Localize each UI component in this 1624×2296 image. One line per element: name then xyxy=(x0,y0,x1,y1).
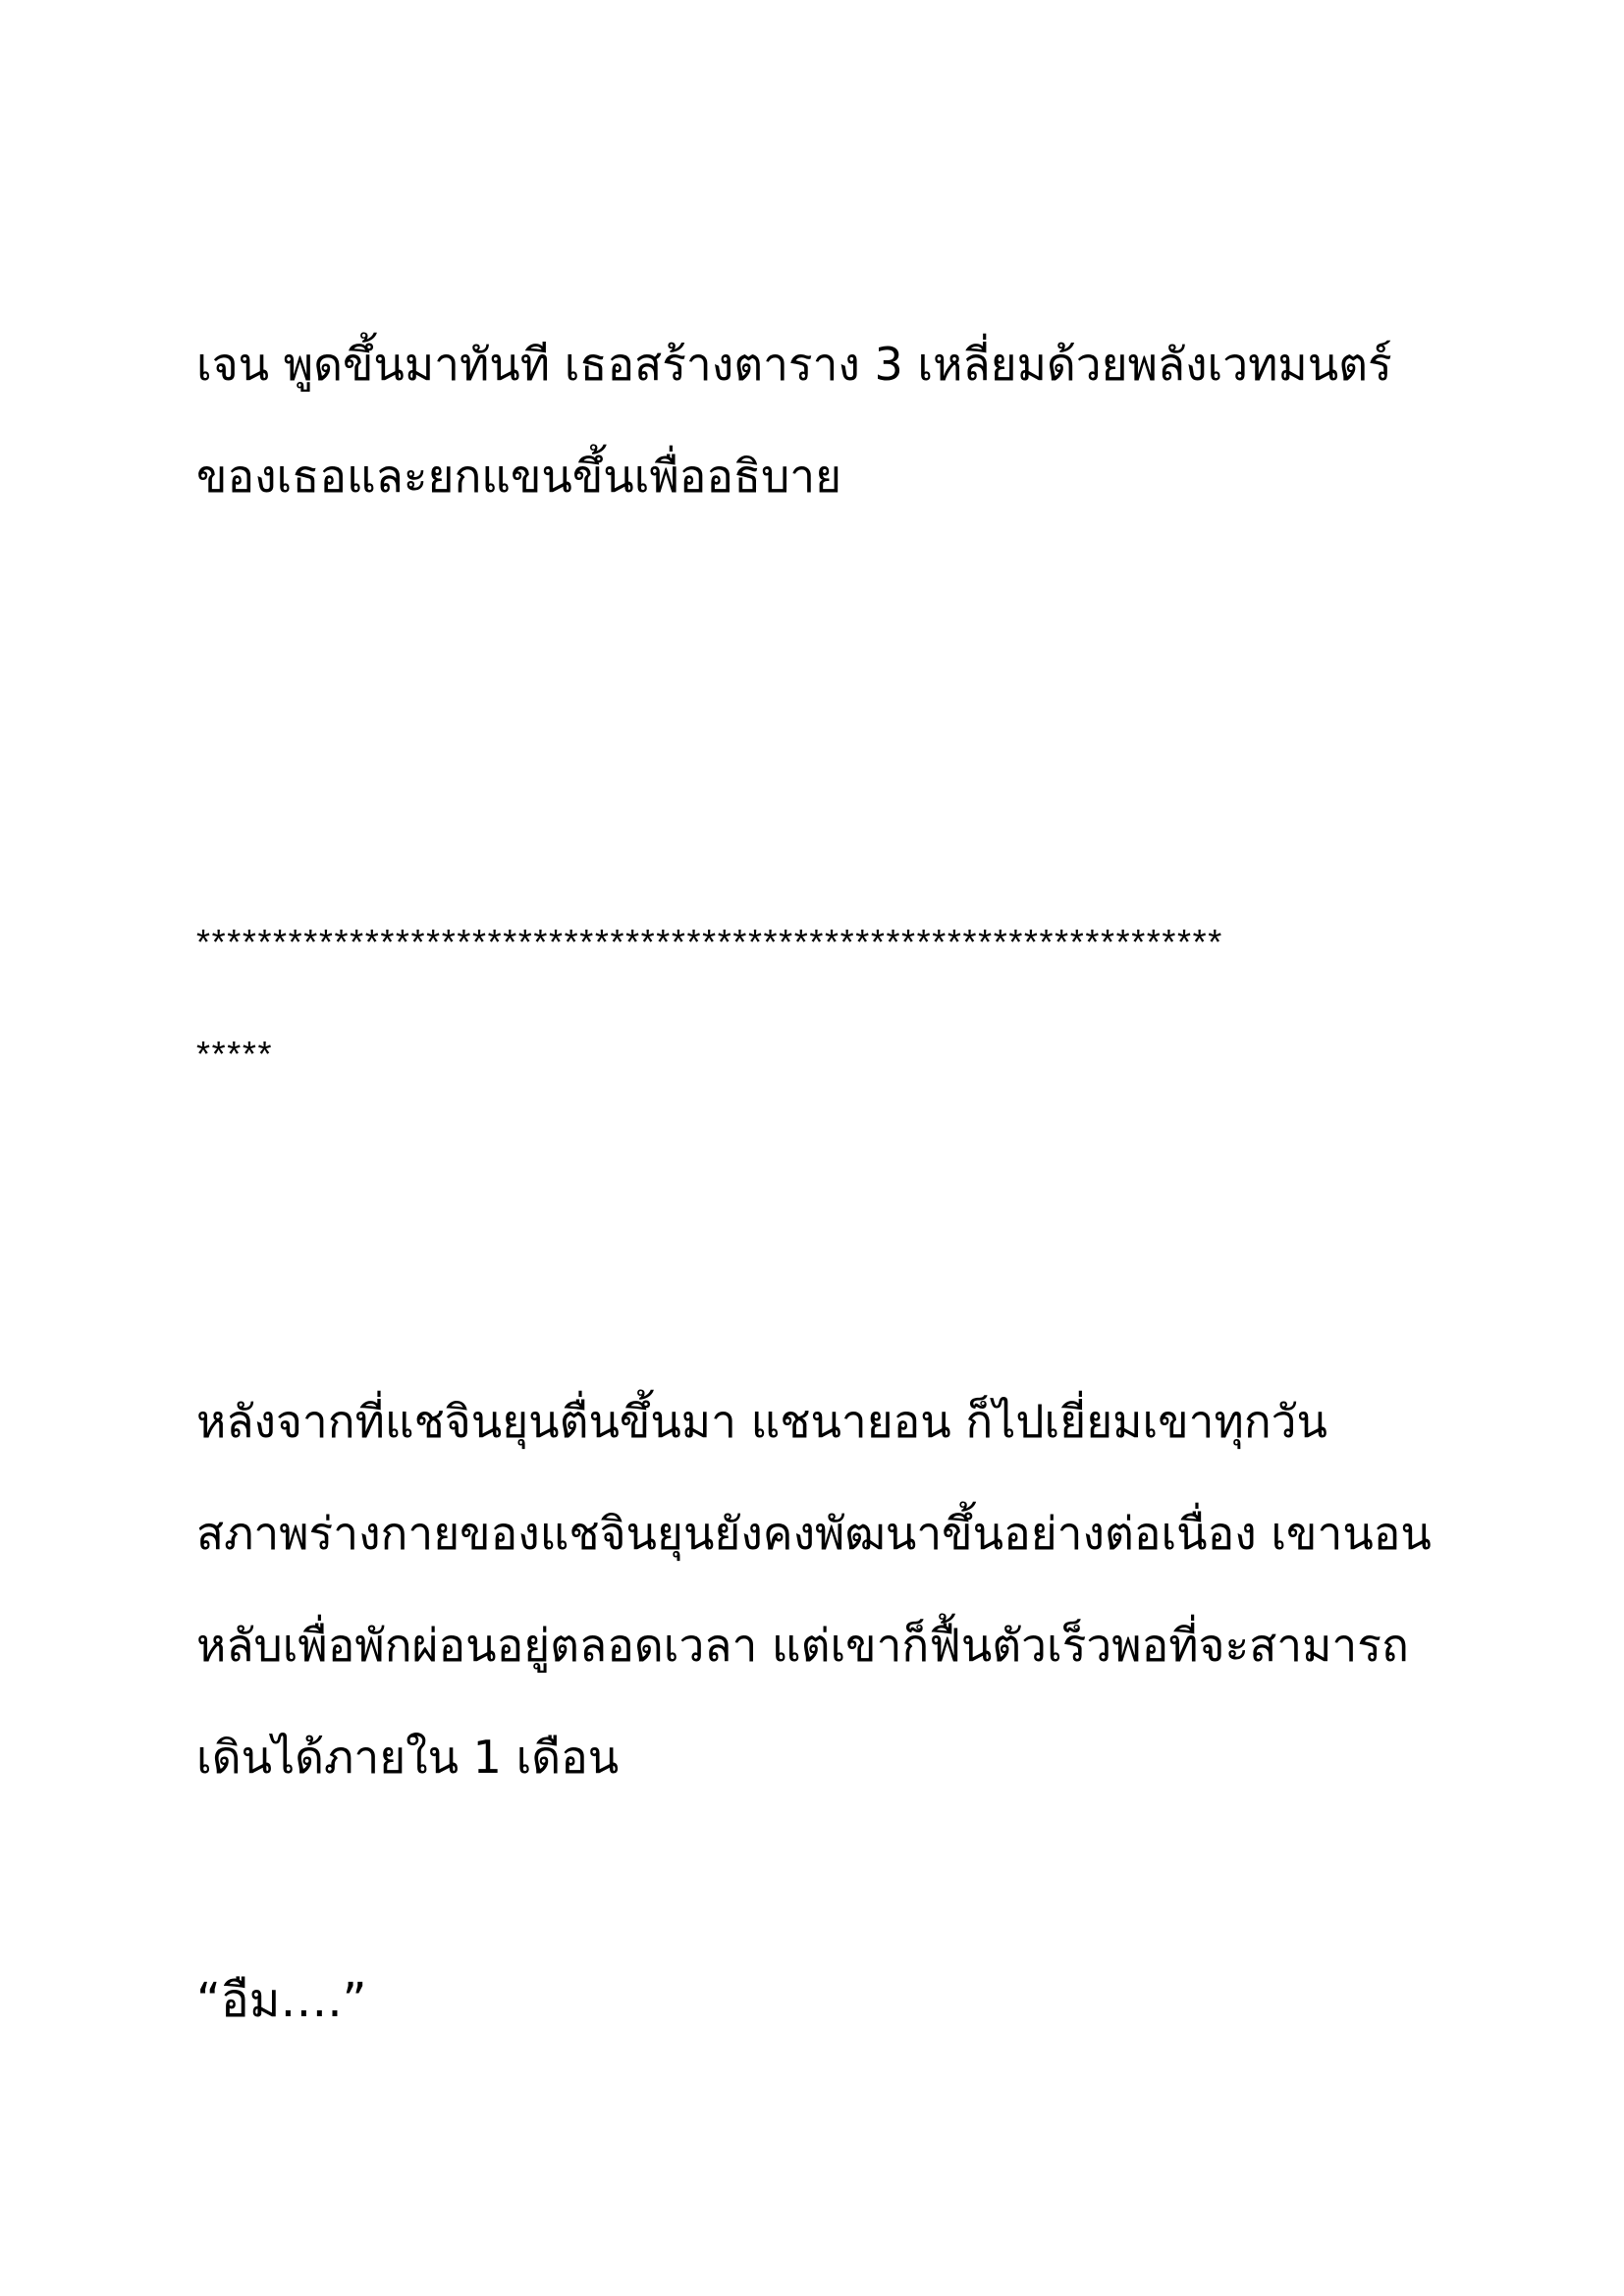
paragraph-2-line-2: สภาพร่างกายของแชจินยุนยังคงพัฒนาขึ้นอย่างต่อเนื่อง เขานอน xyxy=(196,1507,1432,1560)
separator-line-1: ******************************************************************* xyxy=(196,922,1223,962)
paragraph-2-line-4: เดินได้ภายใน 1 เดือน xyxy=(196,1731,620,1784)
paragraph-1-line-1: เจน พูดขึ้นมาทันที เธอสร้างตาราง 3 เหลี่ยมด้วยพลังเวทมนตร์ xyxy=(196,338,1392,391)
paragraph-2-line-3: หลับเพื่อพักผ่อนอยู่ตลอดเวลา แต่เขาก็ฟื้นตัวเร็วพอที่จะสามารถ xyxy=(196,1619,1409,1672)
paragraph-1-line-2: ของเธอและยกแขนขึ้นเพื่ออธิบาย xyxy=(196,450,842,503)
separator-line-2: ***** xyxy=(196,1034,274,1074)
dialogue-line: “อืม….” xyxy=(196,1973,367,2028)
paragraph-2-line-1: หลังจากที่แชจินยุนตื่นขึ้นมา แชนายอน ก็ไปเยี่ยมเขาทุกวัน xyxy=(196,1395,1327,1448)
